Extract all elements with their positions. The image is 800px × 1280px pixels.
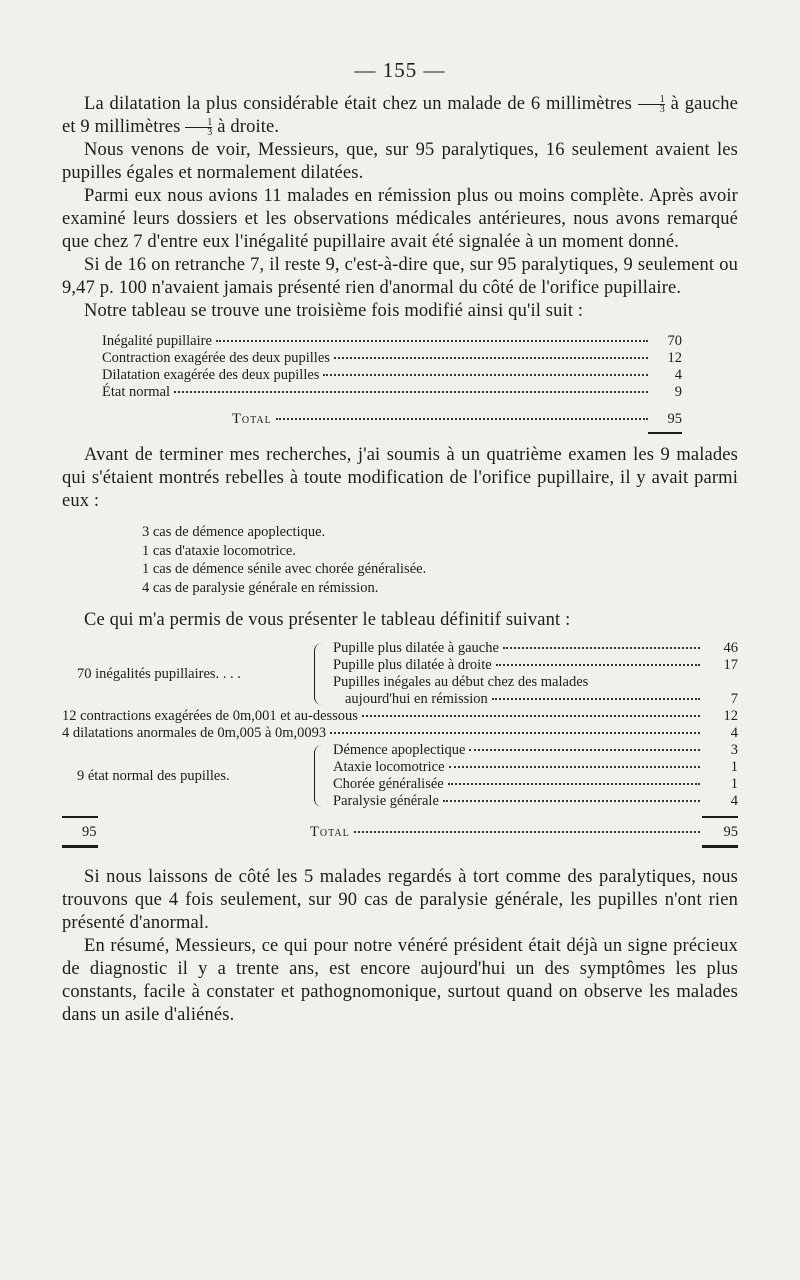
group-label: 9 état normal des pupilles. bbox=[77, 767, 230, 784]
table-row-label: 4 dilatations anormales de 0m,005 à 0m,0093 bbox=[62, 725, 327, 741]
table-row-value: 17 bbox=[723, 657, 738, 673]
group-label: 70 inégalités pupillaires. . . . bbox=[77, 665, 241, 682]
paragraph-3: Parmi eux nous avions 11 malades en rémission plus ou moins complète. Après avoir examiné leurs dossiers et les observations médicales antérieures, nous avons remarqué que chez 7 d'entre eux l'inégalité pupillaire avait été signalée à un moment donné. bbox=[62, 186, 738, 252]
table-row-label: Dilatation exagérée des deux pupilles bbox=[102, 367, 320, 383]
table-row-label: Inégalité pupillaire bbox=[102, 333, 212, 349]
brace bbox=[314, 643, 329, 705]
table-row-label: État normal bbox=[102, 384, 171, 400]
table-row bbox=[62, 708, 738, 725]
table-row bbox=[333, 793, 738, 810]
table-row-label: 12 contractions exagérées de 0m,001 et au-dessous bbox=[62, 708, 358, 724]
table-row bbox=[62, 725, 738, 742]
list-item: 1 cas d'ataxie locomotrice. bbox=[142, 542, 296, 559]
table-total-label: Total bbox=[232, 411, 272, 427]
table-total-value: 95 bbox=[667, 411, 682, 427]
fraction-numerator: 1 bbox=[638, 95, 665, 105]
table-row bbox=[333, 776, 738, 793]
total-rules bbox=[62, 816, 738, 818]
paragraph-8: Si nous laissons de côté les 5 malades regardés à tort comme des paralytiques, nous trouvons que 4 fois seulement, sur 90 cas de paralysie générale, les pupilles n'ont rien présenté d'anormal. bbox=[62, 866, 738, 933]
table-row-label: Pupille plus dilatée à droite bbox=[333, 657, 492, 673]
table-row-value: 70 bbox=[667, 333, 682, 349]
group-inequalities bbox=[62, 640, 738, 708]
table-row-label: Démence apoplectique bbox=[333, 742, 466, 758]
final-table bbox=[62, 640, 738, 848]
table-row bbox=[102, 384, 682, 401]
table-row bbox=[333, 674, 738, 691]
table-row bbox=[102, 350, 682, 367]
paragraph-4: Si de 16 on retranche 7, il reste 9, c'est-à-dire que, sur 95 paralytiques, 9 seulement ou 9,47 p. 100 n'avaient jamais présenté rien d'anormal du côté de l'orifice pupillaire. bbox=[62, 255, 738, 298]
table-row-value: 12 bbox=[667, 350, 682, 366]
case-list bbox=[142, 523, 738, 597]
list-item: 3 cas de démence apoplectique. bbox=[142, 524, 326, 540]
fraction-2-numerator: 1 bbox=[185, 118, 212, 128]
table-row-value: 1 bbox=[730, 759, 738, 775]
paragraph-1-part-a: La dilatation la plus considérable était chez un malade de 6 millimètres bbox=[84, 94, 632, 114]
fraction bbox=[638, 95, 665, 114]
table-row-label: Contraction exagérée des deux pupilles bbox=[102, 350, 330, 366]
fraction-denominator: 3 bbox=[659, 104, 665, 116]
table-row-label: Ataxie locomotrice bbox=[333, 759, 445, 775]
page-number: — 155 — bbox=[354, 58, 446, 82]
total-rule bbox=[648, 432, 682, 434]
page bbox=[62, 58, 738, 1027]
fraction-2 bbox=[185, 118, 212, 137]
paragraph-6: Avant de terminer mes recherches, j'ai soumis à un quatrième examen les 9 malades qui s'étaient montrés rebelles à toute modification de l'orifice pupillaire, il y avait parmi eux : bbox=[62, 445, 738, 511]
table-row bbox=[102, 367, 682, 384]
brace bbox=[314, 745, 329, 807]
final-total-label: Total bbox=[310, 823, 350, 840]
paragraph-2: Nous venons de voir, Messieurs, que, sur 95 paralytiques, 16 seulement avaient les pupilles égales et normalement dilatées. bbox=[62, 140, 738, 183]
table-row-value: 9 bbox=[674, 384, 682, 400]
table-row bbox=[333, 657, 738, 674]
table-row-label: Paralysie générale bbox=[333, 793, 439, 809]
table-row-value: 4 bbox=[674, 367, 682, 383]
total-rules-bold bbox=[62, 845, 738, 848]
list-item: 4 cas de paralysie générale en rémission. bbox=[142, 579, 379, 596]
table-row-value: 4 bbox=[730, 725, 738, 741]
final-total-left: 95 bbox=[82, 823, 97, 840]
table-row bbox=[333, 759, 738, 776]
table-row-value: 7 bbox=[730, 691, 738, 707]
paragraph-1 bbox=[62, 93, 738, 139]
table-row-value: 12 bbox=[723, 708, 738, 724]
list-item: 1 cas de démence sénile avec chorée généralisée. bbox=[142, 561, 427, 577]
table-row bbox=[333, 691, 738, 708]
table-row-label: aujourd'hui en rémission bbox=[345, 691, 488, 707]
table-row-value: 46 bbox=[723, 640, 738, 656]
paragraph-1-part-b: à gauche et 9 millimètres bbox=[62, 94, 738, 137]
summary-table bbox=[102, 333, 682, 434]
fraction-2-denominator: 3 bbox=[207, 127, 213, 139]
table-row-label: Pupille plus dilatée à gauche bbox=[333, 640, 499, 656]
table-row bbox=[333, 742, 738, 759]
group-normal bbox=[62, 742, 738, 810]
table-row bbox=[333, 640, 738, 657]
table-row-label: Pupilles inégales au début chez des malades bbox=[333, 674, 589, 690]
table-row bbox=[102, 333, 682, 350]
paragraph-1-part-c: à droite. bbox=[217, 117, 280, 137]
table-row-value: 1 bbox=[730, 776, 738, 792]
table-row-value: 3 bbox=[730, 742, 738, 758]
paragraph-5: Notre tableau se trouve une troisième fois modifié ainsi qu'il suit : bbox=[84, 301, 584, 321]
paragraph-9: En résumé, Messieurs, ce qui pour notre vénéré président était déjà un signe précieux de diagnostic il y a trente ans, est encore aujourd'hui un des symptômes les plus constants, facile à constater et pathognomonique, surtout quand on observe les malades dans un asile d'aliénés. bbox=[62, 935, 738, 1025]
final-total-row bbox=[62, 824, 738, 841]
final-total-value: 95 bbox=[723, 823, 738, 840]
table-total-row bbox=[102, 411, 682, 428]
table-row-value: 4 bbox=[730, 793, 738, 809]
paragraph-7: Ce qui m'a permis de vous présenter le tableau définitif suivant : bbox=[84, 610, 571, 630]
table-row-label: Chorée généralisée bbox=[333, 776, 444, 792]
